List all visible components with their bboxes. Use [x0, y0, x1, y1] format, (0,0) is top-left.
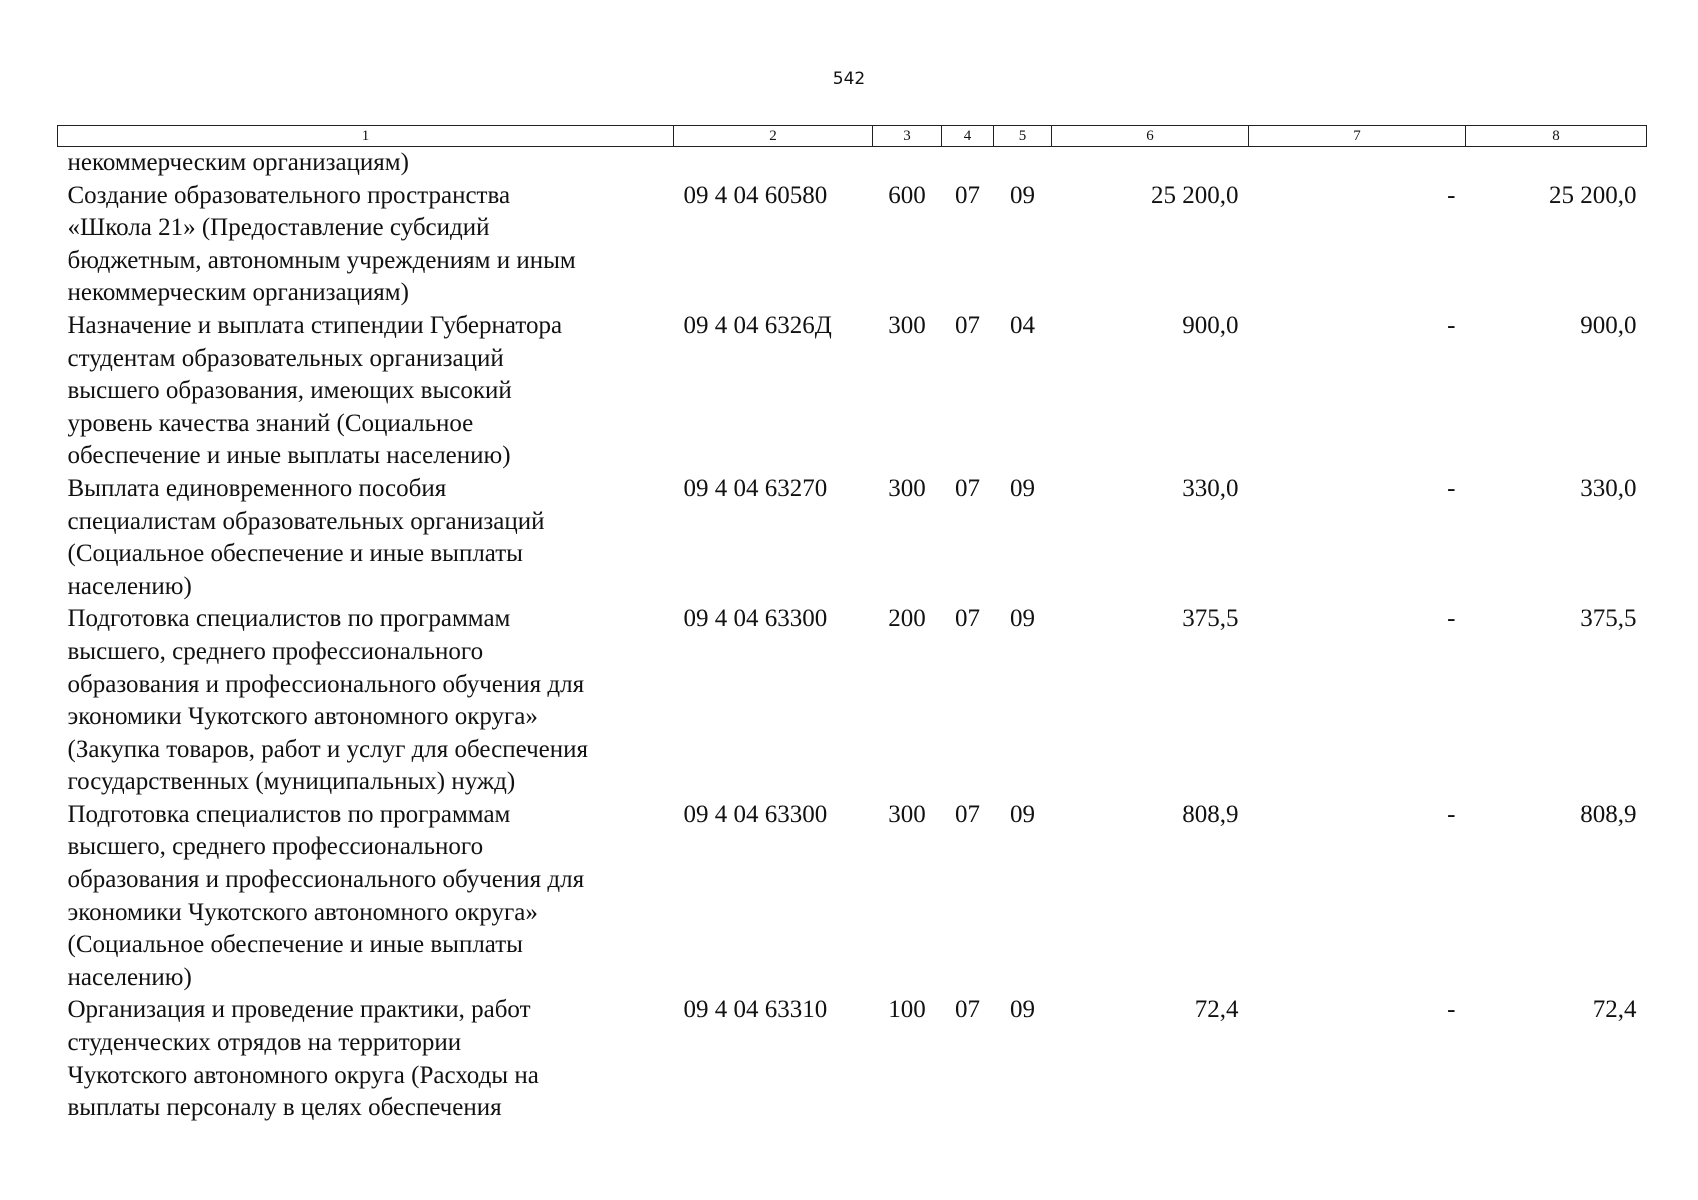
- expense-name-cell: [58, 180, 674, 310]
- expense-name-cell: [58, 994, 674, 1124]
- column-header-1: 1: [58, 126, 674, 147]
- expense-name-line: (Закупка товаров, работ и услуг для обеспечения: [67, 735, 588, 763]
- total-cell: 375,5: [1580, 605, 1637, 633]
- expense-name-line: Выплата единовременного пособия: [67, 474, 447, 502]
- table-row: [58, 310, 1647, 473]
- expense-name-line: бюджетным, автономным учреждениям и иным: [67, 246, 576, 274]
- table-row: [58, 603, 1647, 799]
- expense-name-line: Чукотского автономного округа (Расходы на: [67, 1061, 539, 1089]
- expense-name-line: некоммерческим организациям): [67, 279, 409, 307]
- column-header-3: 3: [873, 126, 942, 147]
- expense-name-line: (Социальное обеспечение и иные выплаты: [67, 931, 523, 959]
- expense-name-line: экономики Чукотского автономного округа»: [67, 898, 538, 926]
- column-number-row: [58, 126, 1647, 147]
- amount-cell: 900,0: [1182, 311, 1239, 339]
- total-cell: [1466, 147, 1647, 180]
- expense-name-line: Создание образовательного пространства: [67, 181, 511, 209]
- amount-cell: [1052, 147, 1249, 180]
- column-header-5: 5: [994, 126, 1052, 147]
- expense-type-cell: [873, 147, 942, 180]
- expense-name-line: населению): [67, 963, 192, 991]
- column-header-8: 8: [1466, 126, 1647, 147]
- change-cell: -: [1447, 181, 1456, 209]
- expense-name-line: студенческих отрядов на территории: [67, 1029, 462, 1057]
- target-article-cell: 09 4 04 63300: [683, 605, 828, 633]
- expense-name-line: некоммерческим организациям): [67, 149, 409, 176]
- page-number: 542: [832, 69, 866, 89]
- subsection-cell: 09: [1010, 800, 1035, 828]
- expense-name-line: государственных (муниципальных) нужд): [67, 768, 516, 796]
- table-row: [58, 799, 1647, 995]
- subsection-cell: 04: [1010, 311, 1035, 339]
- subsection-cell: 09: [1010, 474, 1035, 502]
- section-cell: 07: [955, 311, 980, 339]
- subsection-cell: 09: [1010, 181, 1035, 209]
- table-row: [58, 473, 1647, 603]
- expense-name-line: Назначение и выплата стипендии Губернатора: [67, 311, 563, 339]
- column-header-6: 6: [1052, 126, 1249, 147]
- expense-type-cell: 300: [888, 800, 926, 828]
- expense-name-cell: [58, 310, 674, 473]
- expense-name-line: специалистам образовательных организаций: [67, 507, 545, 535]
- expense-name-line: обеспечение и иные выплаты населению): [67, 442, 511, 470]
- section-cell: 07: [955, 605, 980, 633]
- target-article-cell: [674, 147, 873, 180]
- target-article-cell: 09 4 04 60580: [683, 181, 828, 209]
- column-header-4: 4: [942, 126, 994, 147]
- change-cell: -: [1447, 996, 1456, 1024]
- expense-type-cell: 200: [888, 605, 926, 633]
- change-cell: -: [1447, 605, 1456, 633]
- amount-cell: 72,4: [1194, 996, 1239, 1024]
- section-cell: 07: [955, 181, 980, 209]
- expense-type-cell: 300: [888, 474, 926, 502]
- amount-cell: 25 200,0: [1151, 181, 1239, 209]
- target-article-cell: 09 4 04 63270: [683, 474, 828, 502]
- total-cell: 330,0: [1580, 474, 1637, 502]
- expense-type-cell: 100: [888, 996, 926, 1024]
- amount-cell: 375,5: [1182, 605, 1239, 633]
- expense-name-line: «Школа 21» (Предоставление субсидий: [67, 214, 490, 242]
- expense-name-line: Подготовка специалистов по программам: [67, 800, 511, 828]
- amount-cell: 808,9: [1182, 800, 1239, 828]
- target-article-cell: 09 4 04 6326Д: [683, 311, 832, 339]
- expense-type-cell: 300: [888, 311, 926, 339]
- subsection-cell: 09: [1010, 996, 1035, 1024]
- expense-name-cell: [58, 799, 674, 995]
- expense-name-line: населению): [67, 572, 192, 600]
- expense-name-line: студентам образовательных организаций: [67, 344, 504, 372]
- change-cell: [1249, 147, 1466, 180]
- total-cell: 900,0: [1580, 311, 1637, 339]
- section-cell: 07: [955, 800, 980, 828]
- total-cell: 808,9: [1580, 800, 1637, 828]
- section-cell: 07: [955, 996, 980, 1024]
- table-row: [58, 147, 1647, 180]
- expense-name-line: Подготовка специалистов по программам: [67, 605, 511, 633]
- subsection-cell: 09: [1010, 605, 1035, 633]
- section-cell: 07: [955, 474, 980, 502]
- table-body: [58, 147, 1647, 1125]
- target-article-cell: 09 4 04 63300: [683, 800, 828, 828]
- expense-name-line: образования и профессионального обучения для: [67, 670, 585, 698]
- column-header-2: 2: [674, 126, 873, 147]
- change-cell: -: [1447, 800, 1456, 828]
- expense-name-line: высшего, среднего профессионального: [67, 637, 484, 665]
- expense-name-cell: [58, 603, 674, 799]
- expense-name-cell: [58, 147, 674, 180]
- section-cell: [942, 147, 994, 180]
- expense-name-line: выплаты персоналу в целях обеспечения: [67, 1094, 502, 1122]
- target-article-cell: 09 4 04 63310: [683, 996, 828, 1024]
- change-cell: -: [1447, 311, 1456, 339]
- expense-name-line: экономики Чукотского автономного округа»: [67, 703, 538, 731]
- expense-name-line: уровень качества знаний (Социальное: [67, 409, 474, 437]
- expense-name-line: высшего, среднего профессионального: [67, 833, 484, 861]
- total-cell: 72,4: [1592, 996, 1637, 1024]
- total-cell: 25 200,0: [1549, 181, 1637, 209]
- expense-type-cell: 600: [888, 181, 926, 209]
- table-row: [58, 180, 1647, 310]
- expense-name-cell: [58, 473, 674, 603]
- column-header-7: 7: [1249, 126, 1466, 147]
- expense-name-line: Организация и проведение практики, работ: [67, 996, 531, 1024]
- change-cell: -: [1447, 474, 1456, 502]
- budget-table: [57, 125, 1647, 1125]
- expense-name-line: (Социальное обеспечение и иные выплаты: [67, 540, 523, 568]
- expense-name-line: образования и профессионального обучения для: [67, 866, 585, 894]
- amount-cell: 330,0: [1182, 474, 1239, 502]
- table-row: [58, 994, 1647, 1124]
- subsection-cell: [994, 147, 1052, 180]
- expense-name-line: высшего образования, имеющих высокий: [67, 377, 512, 405]
